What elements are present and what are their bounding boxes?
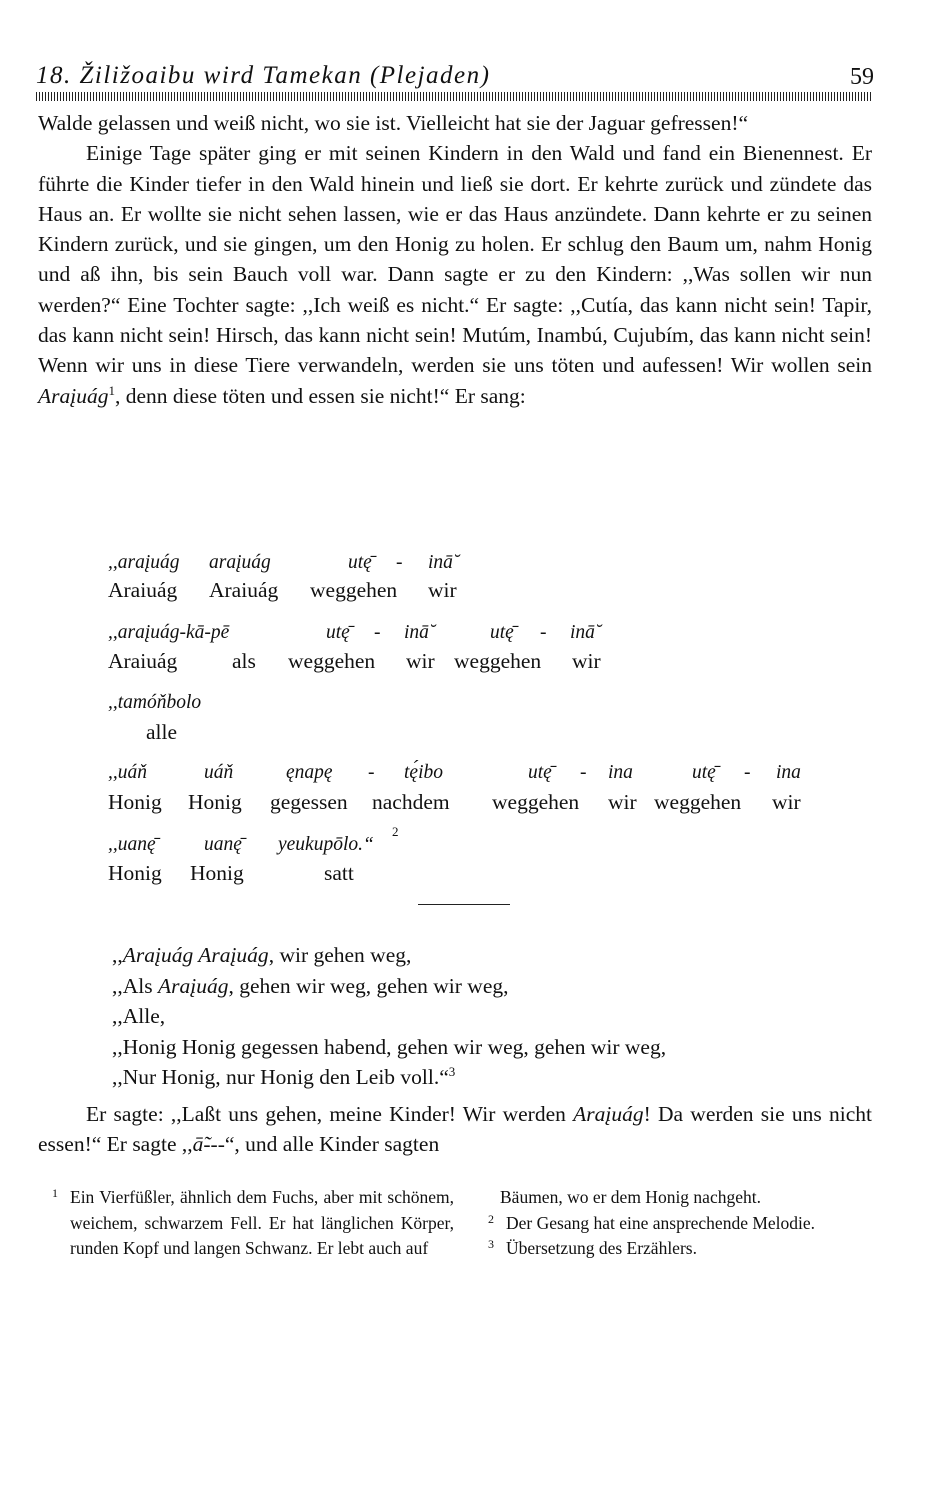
translation-line	[112, 940, 666, 971]
page-header	[36, 62, 876, 92]
paragraph-text: Er sagte: ,,Laßt uns gehen, meine Kinder! Wir werden	[86, 1102, 574, 1126]
song-gloss: gegessen	[270, 790, 348, 814]
footnote-text: Übersetzung des Erzählers.	[506, 1238, 697, 1258]
body-text-bottom	[38, 1099, 872, 1160]
footnote-3	[488, 1236, 888, 1262]
song-word: ina	[776, 762, 801, 783]
song-word: ęnapę	[286, 762, 333, 783]
translation-line: ,,Honig Honig gegessen habend, gehen wir weg, gehen wir weg,	[112, 1034, 667, 1059]
song-word: -	[396, 552, 403, 573]
song-gloss: weggehen	[454, 649, 542, 673]
song-gloss: als	[232, 649, 256, 673]
song-word: utę̄	[692, 762, 716, 783]
line-text: ,,Nur Honig, nur Honig den Leib voll.“	[112, 1065, 449, 1089]
translation-line	[112, 1062, 666, 1093]
book-page: 18. Žiližoaibu wird Tamekan (Plejaden) 59 Walde gelassen und weiß nicht, wo sie ist. Vielleicht hat sie der Jaguar gefressen!“ Einige Tage später ging er mit seinen Kindern in den Wald und fand ein Bienennest. Er führte die Kinder tiefer in den Wald hinein und ließ sie dort. Er kehrte zurück und zündete das Haus an. Er wollte sie nicht sehen lassen, wie er das Haus anzündete. Dann kehrte er zu seinen Kindern zurück, und sie gingen, um den Honig zu holen. Er schlug den Baum um, nahm Honig und aß ihn, bis sein Bauch voll war. Dann sagte er zu den Kindern: ,,Was sollen wir nun werden?“ Eine Tochter sagte: ,,Ich weiß es nicht.“ Er sagte: ,,Cutía, das kann nicht sein! Tapir, das kann nicht sein! Hirsch, das kann nicht sein! Mutúm, Inambú, Cujubím, das kann nicht sein! Wenn wir uns in diese Tiere verwandeln, werden sie uns töten und aufessen! Wir wollen sein Araįuág$^1$, denn diese töten und essen sie nicht!“ Er sang: ,,araįuág araįuág utę̄ - inā̆ Araiuág Araiuág weggehen wir ,,araįuág-kā-pē utę̄ - inā̆ utę̄ - inā̆ Araiuág als weggehen wir weggehen wir ,,tamóňbolo alle ,,uáň uáň ęnapę - tę́ibo utę̄ - ina utę̄ - ina Honig Honig gegessen nachdem weggehen wir weggehen wir ,,uanę̄ uanę̄ yeukupōlo.“ 2 Honig Honig satt ,,Araįuág Araįuág, wir gehen weg, ,,Als Araįuág, gehen wir weg, gehen wir weg, ,,Alle, ,,Honig Honig gegessen habend, gehen wir weg, gehen wir weg, ,,Nur Honig, nur Honig den Leib voll.“$^3$ Er sagte: ,,Laßt uns gehen, meine Kinder! Wir werden Araįuág! Da werden sie uns nicht essen!“ Er sagte ,,ā̃---“, und alle Kinder sagten 1 Ein Vierfüßler, ähnlich dem Fuchs, aber mit schönem, weichem, schwarzem Fell. Er hat länglichen Körper, runden Kopf und langen Schwanz. Er lebt auch auf Bäumen, wo er dem Honig nachgeht. 2 Der Gesang hat eine ansprechende Melodie. 3 Übersetzung des Erzählers.	[0, 0, 930, 1498]
footnote-mark: 1	[52, 1186, 58, 1200]
footnotes-left-column	[52, 1185, 454, 1262]
quote-mark: ,,	[112, 943, 123, 967]
song-gloss: Honig	[108, 790, 162, 814]
song-word: ,,tamóňbolo	[108, 692, 202, 713]
paragraph-text-end: , denn diese töten und essen sie nicht!“ Er sang:	[114, 383, 526, 408]
song-gloss: weggehen	[654, 790, 742, 814]
song-word: araįuág	[209, 552, 271, 573]
song-gloss: wir	[572, 649, 601, 673]
translation-line	[112, 971, 666, 1002]
song-gloss: wir	[772, 790, 801, 814]
song-word: uanę̄	[204, 834, 242, 855]
body-text-top	[38, 108, 872, 411]
song-word: -	[744, 762, 751, 783]
footnote-mark: 2	[488, 1211, 494, 1226]
footnote-1-continued: Bäumen, wo er dem Honig nachgeht.	[500, 1187, 761, 1207]
song-word: yeukupōlo.“	[278, 834, 374, 855]
song-word: utę̄	[326, 622, 350, 643]
paragraph-text: “, und alle Kinder sagten	[224, 1132, 440, 1157]
song-free-translation	[112, 940, 666, 1093]
araiuag-term: Araįuág Araįuág	[122, 943, 269, 967]
section-separator	[418, 904, 510, 905]
song-word: inā̆	[428, 552, 453, 573]
song-gloss: weggehen	[492, 790, 580, 814]
footnote-1	[52, 1185, 454, 1262]
footnote-ref-1: 1	[108, 382, 115, 398]
song-gloss: wir	[406, 649, 435, 673]
song-word: -	[580, 762, 587, 783]
paragraph-text: Einige Tage später ging er mit seinen Kindern in den Wald und fand ein Bienennest. Er führte die Kinder tiefer in den Wald hinein und ließ sie dort. Er kehrte zurück und zündete das Haus an. Er wollte sie nicht sehen lassen, wie er das Haus anzündete. Dann kehrte er zu seinen Kindern zurück, und sie gingen, um den Honig zu holen. Er schlug den Baum um, nahm Honig und aß ihn, bis sein Bauch voll war. Dann sagte er zu den Kindern: ,,Was sollen wir nun werden?“ Eine Tochter sagte: ,,Ich weiß es nicht.“ Er sagte: ,,Cutía, das kann nicht sein! Tapir, das kann nicht sein! Hirsch, das kann nicht sein! Mutúm, Inambú, Cujubím, das kann nicht sein! Wenn wir uns in diese Tiere verwandeln, werden sie uns töten und aufessen! Wir wollen sein	[38, 141, 872, 378]
song-gloss: Honig	[190, 861, 244, 885]
translation-line: ,,Alle,	[112, 1004, 166, 1028]
song-word: -	[540, 622, 547, 643]
song-gloss: weggehen	[310, 578, 398, 602]
araiuag-term: Araįuág	[38, 383, 109, 408]
song-gloss: alle	[146, 720, 178, 744]
line-text: , gehen wir weg, gehen wir weg,	[228, 973, 509, 998]
song-word: uáň	[204, 762, 234, 783]
song-gloss: satt	[324, 861, 354, 885]
footnote-mark: 3	[488, 1237, 494, 1251]
running-title: 18. Žiližoaibu wird Tamekan (Plejaden)	[36, 62, 491, 89]
call-sound: ā̃---	[192, 1132, 225, 1157]
song-gloss: wir	[608, 790, 637, 814]
song-gloss: weggehen	[288, 649, 376, 673]
song-gloss: Honig	[188, 790, 242, 814]
song-word: ,,araįuág	[108, 552, 180, 573]
footnotes-right-column	[488, 1185, 888, 1262]
song-word: tę́ibo	[404, 762, 443, 783]
song-gloss: Araiuág	[108, 578, 178, 602]
araiuag-term: Araįuág	[573, 1102, 644, 1126]
song-word: ,,uáň	[108, 762, 147, 783]
footnote-2	[488, 1211, 888, 1237]
araiuag-term: Araįuág	[158, 973, 229, 998]
song-word: ,,uanę̄	[108, 834, 156, 855]
song-gloss: wir	[428, 578, 457, 602]
song-gloss: nachdem	[372, 790, 450, 814]
paragraph-continued: Walde gelassen und weiß nicht, wo sie ist. Vielleicht hat sie der Jaguar gefressen!“	[38, 111, 749, 135]
paragraph-closing	[38, 1099, 872, 1160]
song-word: utę̄	[490, 622, 514, 643]
page-number: 59	[850, 64, 874, 90]
footnote-text: Der Gesang hat eine ansprechende Melodie.	[506, 1212, 816, 1233]
line-text: , wir gehen weg,	[268, 943, 412, 967]
line-text: ,,Als	[112, 973, 158, 998]
song-word: ina	[608, 762, 633, 783]
song-word: utę̄	[528, 762, 552, 783]
paragraph-text: ! Da werden sie uns nicht essen!“ Er sagte ,,	[38, 1102, 872, 1157]
song-gloss: Araiuág	[108, 649, 178, 673]
song-word: -	[374, 622, 381, 643]
paragraph-main	[38, 138, 872, 411]
song-gloss: Araiuág	[209, 578, 279, 602]
song-word: ,,araįuág-kā-pē	[108, 622, 230, 643]
song-word: utę̄	[348, 552, 372, 573]
song-word: inā̆	[404, 622, 429, 643]
song-word: -	[368, 762, 375, 783]
header-rule	[36, 92, 872, 101]
footnote-text: Ein Vierfüßler, ähnlich dem Fuchs, aber mit schönem, weichem, schwarzem Fell. Er hat länglichen Körper, runden Kopf und langen Schwanz. Er lebt auch auf	[70, 1187, 454, 1258]
song-gloss: Honig	[108, 861, 162, 885]
footnote-ref-3: 3	[448, 1063, 456, 1079]
song-word: inā̆	[570, 622, 595, 643]
